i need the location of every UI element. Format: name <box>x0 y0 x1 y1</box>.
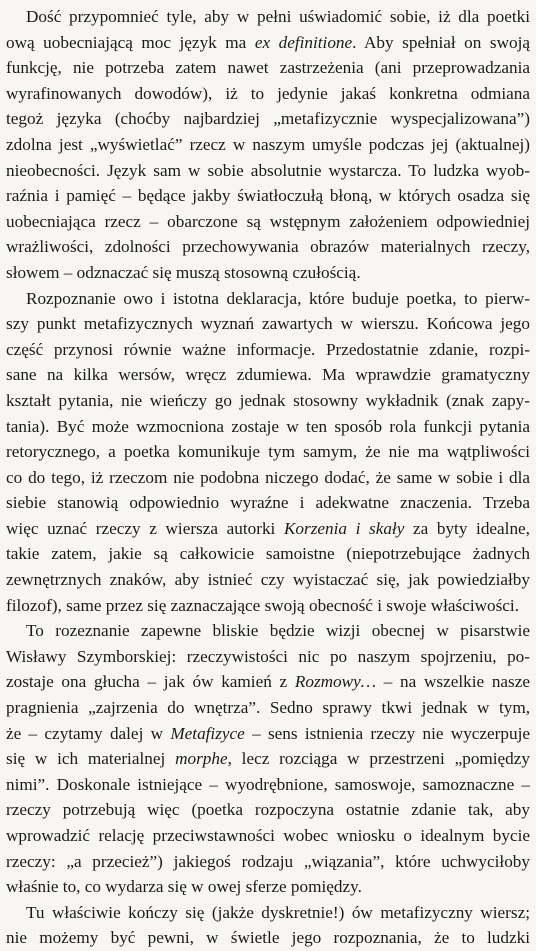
paragraph <box>6 618 530 900</box>
text-line: Dość przypomnieć tyle, aby w pełni uświadomić sobie, iż dla poetki <box>26 7 530 26</box>
text-line: funkcję, nie potrzeba zatem nawet zastrzeżenia (ani przeprowadzania <box>6 58 530 78</box>
text-line: To rozeznanie zapewne bliskie będzie wizji obecnej w pisarstwie <box>26 621 530 641</box>
text-line: część przynosi równie ważne informacje. Przedostatnie zdanie, rozpi- <box>6 339 530 359</box>
text-line: nieobecności. Język sam w sobie absolutnie wystarcza. To ludzka wyob- <box>6 160 530 180</box>
text-line: Tu właściwie kończy się (jakże dyskretnie!) ów metafizyczny wiersz; <box>26 902 530 922</box>
text-line: wprowadzić relację przeciwstawności wobec wniosku o idealnym bycie <box>6 826 530 845</box>
text-line: filozof), same przez się zaznaczające swoją obecność i swoje właściwości. <box>6 595 519 615</box>
text-line: właśnie to, co wydarza się w owej sferze pomiędzy. <box>6 877 362 897</box>
text-line: takie zatem, jakie są całkowicie samoistne (niepotrzebujące żadnych <box>6 544 530 564</box>
text-line: co do tego, iż rzeczom nie podobna niczego dodać, że same w sobie i dla <box>6 467 530 487</box>
paragraph <box>6 286 530 619</box>
italic-title: Korzenia i skały <box>283 518 405 538</box>
paragraph <box>6 4 530 286</box>
text-line: tegoż języka (choćby najbardziej „metafizycznie wyspecjalizowana”) <box>6 109 530 129</box>
text-line: nimi”. Doskonale istniejące – wyodrębnione, samoswoje, samoznaczne – <box>6 774 530 794</box>
text-line: sane na kilka wersów, wręcz zdumiewa. Ma wprawdzie gramatyczny <box>6 365 530 385</box>
text-line: wyrafinowanych dowodów), iż to jedynie jakaś konkretna odmiana <box>6 83 530 103</box>
text-line: pragnienia „zajrzenia do wnętrza”. Sedno sprawy tkwi jednak w tym, <box>6 698 530 718</box>
text-line: że – czytamy dalej w Metafizyce – sens istnienia rzeczy nie wyczerpuje <box>6 723 530 743</box>
text-line: zewnętrznych znaków, aby istnieć czy wyistaczać się, jak powiedziałby <box>6 570 530 590</box>
body-text <box>6 4 530 951</box>
paragraph <box>6 900 530 951</box>
text-line: siebie stanowią odpowiednio wyraźne i adekwatne znaczenia. Trzeba <box>6 493 530 513</box>
text-line: raźnia i pamięć – będące jakby światłoczułą błoną, w których osadza się <box>6 186 530 206</box>
text-line: więc uznać rzeczy z wiersza autorki Korzenia i skały za byty idealne, <box>6 518 530 538</box>
text-line: nie możemy być pewni, w świetle jego rozpoznania, że to ludzki <box>6 928 530 948</box>
text-line: wrażliwości, zdolności przechowywania obrazów materialnych rzeczy, <box>6 237 530 257</box>
text-line: Wisławy Szymborskiej: rzeczywistości nic po naszym spojrzeniu, po- <box>6 646 530 666</box>
text-line: szy punkt metafizycznych wyznań zawartych w wierszu. Końcowa jego <box>6 314 530 334</box>
italic-title: Rozmowy… <box>294 672 377 692</box>
italic-title: morphe <box>175 749 228 769</box>
text-line: kształt pytania, nie wieńczy go jednak stosowny wykładnik (znak zapy- <box>6 390 530 410</box>
text-line: zostaje ona głucha – jak ów kamień z Rozmowy… – na wszelkie nasze <box>6 672 530 692</box>
text-line: rzeczy: „a przecież”) jakiegoś rodzaju „wiązania”, które uchwyciłoby <box>6 851 530 871</box>
text-line: retorycznego, a poetka komunikuje tym samym, że nie ma wątpliwości <box>6 442 530 462</box>
italic-title: ex definitione <box>254 32 353 52</box>
italic-title: Metafizyce <box>170 723 245 743</box>
text-line: ową uobecniającą moc język ma ex definitione. Aby spełniał on swoją <box>6 32 530 52</box>
text-line: Rozpoznanie owo i istotna deklaracja, które buduje poetka, to pierw- <box>26 288 530 308</box>
text-line: słowem – odznaczać się muszą stosowną czułością. <box>6 262 361 282</box>
text-line: uobecniająca rzecz – obarczone są wstępnym założeniem odpowiedniej <box>6 211 530 231</box>
text-line: zdolna jest „wyświetlać” rzecz w naszym umyśle podczas jej (aktualnej) <box>6 134 530 154</box>
text-line: się w ich materialnej morphe, lecz rozciąga w przestrzeni „pomiędzy <box>6 749 530 769</box>
text-line: tania). Być może wzmocniona zostaje w ten sposób rola funkcji pytania <box>6 416 530 436</box>
text-line: rzeczy potrzebują więc (poetka rozpoczyna ostatnie zdanie tak, aby <box>6 800 530 820</box>
